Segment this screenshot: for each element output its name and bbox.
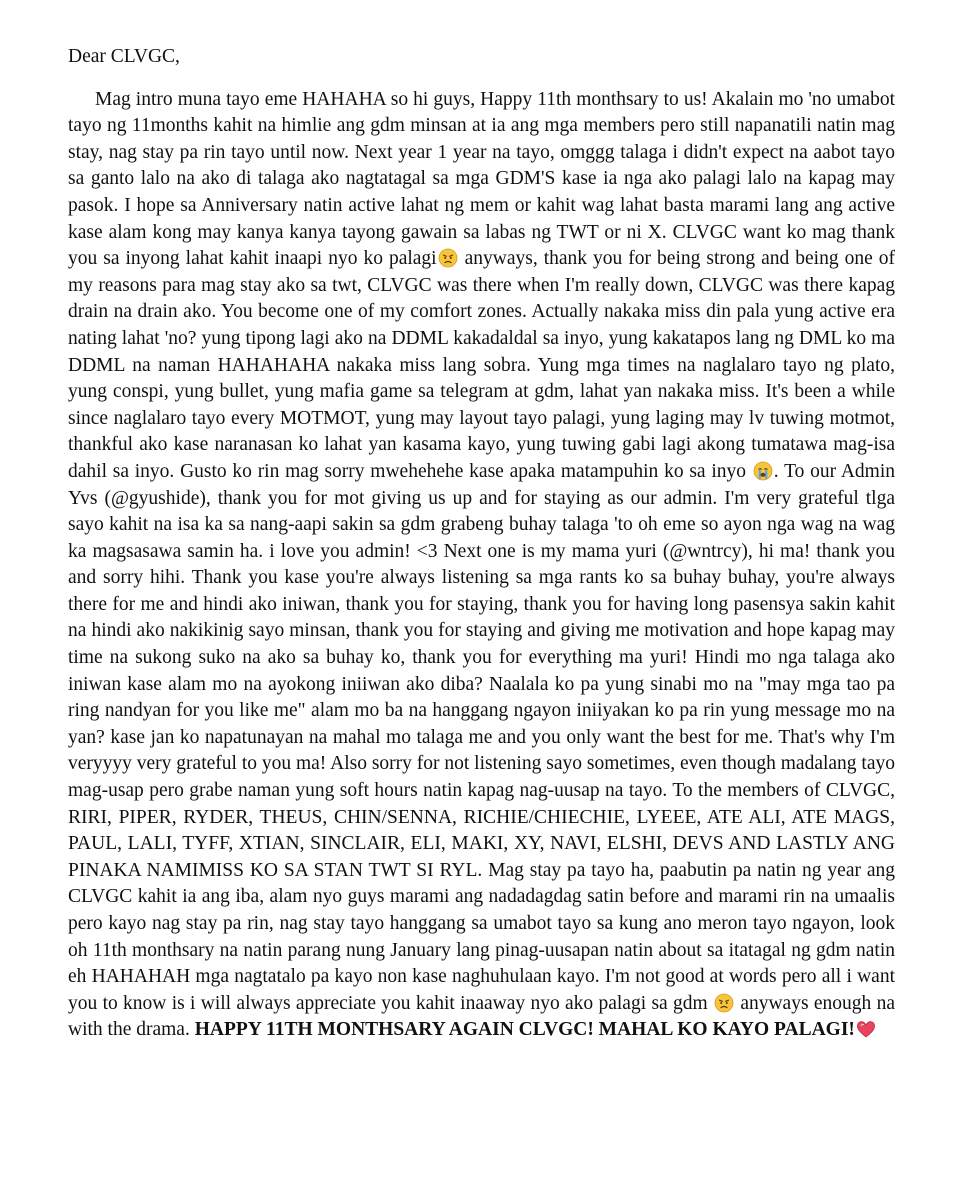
pouting-face-icon <box>438 248 458 268</box>
letter-greeting: Dear CLVGC, <box>68 46 180 67</box>
sparkling-heart-icon <box>856 1019 876 1039</box>
letter-segment-3: . To our Admin Yvs (@gyushide), thank you for mot giving us up and for staying as our admin. I'm very grateful tlga sayo kahit na isa ka sa nang-aapi sakin sa gdm grabeng buhay talaga 'to oh eme so ayon nga wag na wag ka magsasawa samin ha. i love you admin! <3 Next one is my mama yuri (@wntrcy), hi ma! thank you and sorry hihi. Thank you kase you're always listening sa mga rants ko sa buhay buhay, you're always there for me and hindi ako iniwan, thank you for staying, thank you for having long pasensya sakin kahit na hindi ako nakikinig sayo minsan, thank you for staying and giving me motivation and hope kapag may time na sukong suko na ako sa buhay ko, thank you for everything ma yuri! Hindi mo nga talaga ako iniwan kase alam mo na ayokong iniiwan ako diba? Naalala ko pa yung sinabi mo na "may mga tao pa ring nandyan for you like me" alam mo ba na hanggang ngayon iniiyakan ko pa rin yung message mo na yan? kase jan ko napatunayan na mahal mo talaga me and you only want the best for me. That's why I'm veryyyy very grateful to you ma! Also sorry for not listening sayo sometimes, even though madalang tayo mag-usap pero grabe naman yung soft hours natin kapag nag-uusap na tayo. To the members of CLVGC, RIRI, PIPER, RYDER, THEUS, CHIN/SENNA, RICHIE/CHIECHIE, LYEEE, ATE ALI, ATE MAGS, PAUL, LALI, TYFF, XTIAN, SINCLAIR, ELI, MAKI, XY, NAVI, ELSHI, DEVS AND LASTLY ANG PINAKA NAMIMISS KO SA STAN TWT SI RYL. Mag stay pa tayo ha, paabutin pa natin ng year ang CLVGC kahit ia ang iba, alam nyo guys marami ang nadadagdag satin before and marami rin na umaalis pero kayo nag stay pa rin, nag stay tayo hanggang sa umabot tayo sa kung ano meron tayo ngayon, look oh 11th monthsary na natin parang nung January lang pinag-uusapan natin about sa itatagal ng gdm natin eh HAHAHAH mga nagtatalo pa kayo non kase naghuhulaan kayo. I'm not good at words pero all i want you to know is i will always appreciate you kahit inaaway nyo ako palagi sa gdm <box>68 460 895 1014</box>
letter-segment-2: anyways, thank you for being strong and being one of my reasons para mag stay ako sa twt, CLVGC was there when I'm really down, CLVGC was there kapag drain na drain ako. You become one of my comfort zones. Actually nakaka miss din pala yung active era nating lahat 'no? yung tipong lagi ako na DDML kakadaldal sa inyo, yung kakatapos lang ng DML ko ma DDML na naman HAHAHAHA nakaka miss lang sobra. Yung mga times na naglalaro tayo ng plato, yung conspi, yung bullet, yung mafia game sa telegram at gdm, lahat yan nakaka miss. It's been a while since naglalaro tayo every MOTMOT, yung may layout tayo palagi, yung laging may lv tuwing motmot, thankful ako kase naranasan ko lahat yan kasama kayo, yung tuwing gabi lagi akong tumatawa mag-isa dahil sa inyo. Gusto ko rin mag sorry mwehehehe kase apaka matampuhin ko sa inyo <box>68 248 895 482</box>
letter-closing: HAPPY 11TH MONTHSARY AGAIN CLVGC! MAHAL KO KAYO PALAGI! <box>194 1019 855 1041</box>
letter-segment-4: anyways enough na with the drama. <box>68 992 895 1041</box>
letter-segment-1: Mag intro muna tayo eme HAHAHA so hi guys, Happy 11th monthsary to us! Akalain mo 'no umabot tayo ng 11months kahit na himlie ang gdm minsan at ia ang mga members pero still napanatili natin mag stay, nag stay pa rin tayo until now. Next year 1 year na tayo, omggg talaga i didn't expect na aabot tayo sa ganto lalo na ako di talaga ako nagtatagal sa mga GDM'S kase ia nga ako palagi lalo na kapag may pasok. I hope sa Anniversary natin active lahat ng mem or kahit wag lahat basta marami lang ang active kase alam kong may kanya kanya tayong gawain sa labas ng TWT or ni X. CLVGC want ko mag thank you sa inyong lahat kahit inaapi nyo ko palagi <box>68 88 895 270</box>
letter-body <box>68 87 895 1044</box>
pouting-face-icon <box>714 993 734 1013</box>
loudly-crying-face-icon <box>753 461 773 481</box>
letter <box>68 44 895 1044</box>
